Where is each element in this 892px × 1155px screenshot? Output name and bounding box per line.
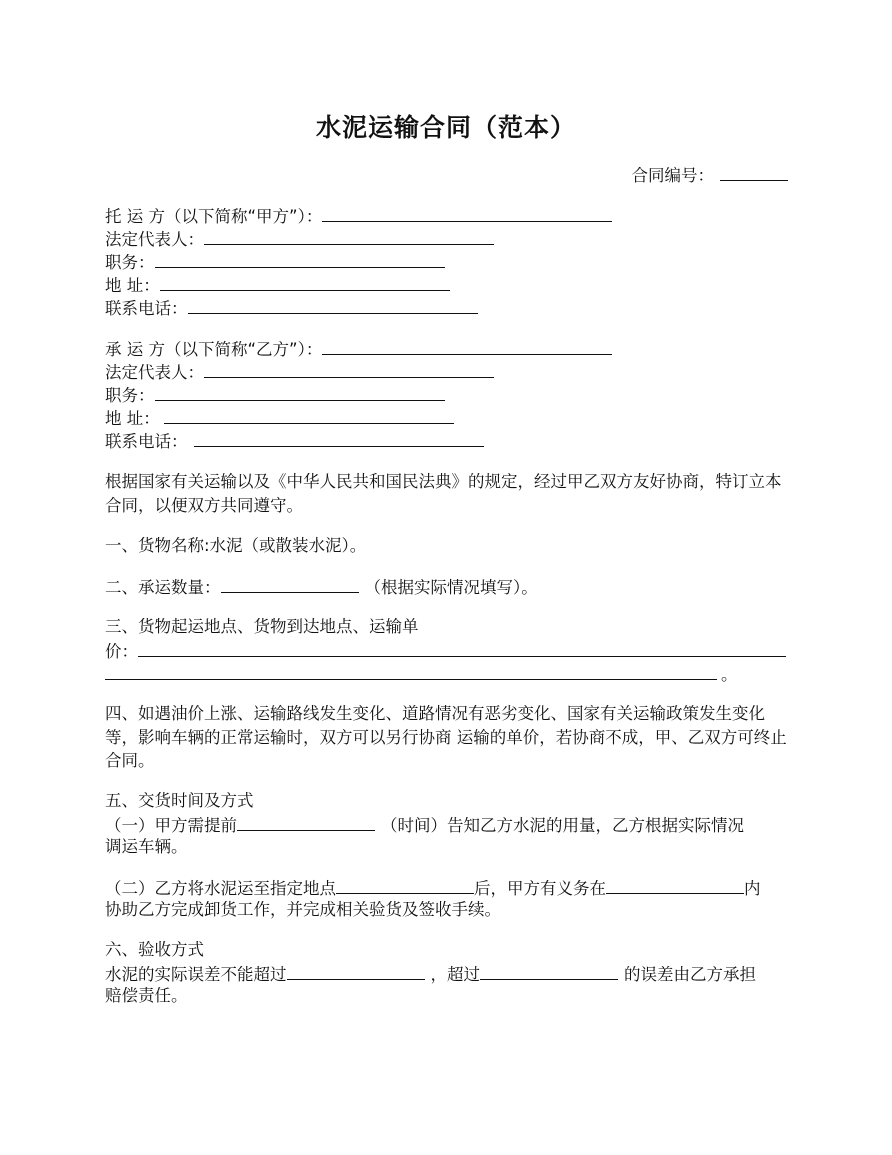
clause-1: 一、货物名称:水泥（或散装水泥）。 <box>105 536 367 555</box>
delivery-location-blank[interactable] <box>336 876 474 894</box>
party-b-rep-row <box>105 360 494 384</box>
unit-price-blank-2[interactable] <box>105 662 717 680</box>
party-a-rep-row <box>105 227 494 251</box>
party-b-address-label: 地 址： <box>105 409 160 428</box>
clause-5-item-2-row <box>105 876 761 900</box>
clause-6-row <box>105 962 756 986</box>
clause-3-price-label: 价： <box>105 642 138 661</box>
party-b-phone-row <box>105 429 484 453</box>
clause-6-line-2: 赔偿责任。 <box>105 986 188 1005</box>
clause-6-mid: ，超过 <box>430 965 480 984</box>
clause-5-item-2-line-2: 协助乙方完成卸货工作，并完成相关验货及签收手续。 <box>105 900 501 919</box>
unload-time-blank[interactable] <box>606 876 744 894</box>
unit-price-blank[interactable] <box>138 639 786 657</box>
party-b-rep-label: 法定代表人： <box>105 363 204 382</box>
party-a-position-label: 职务： <box>105 253 155 272</box>
clause-2-prefix: 二、承运数量： <box>105 578 221 597</box>
party-a-address-label: 地 址： <box>105 276 160 295</box>
clause-6-suffix: 的误差由乙方承担 <box>624 965 756 984</box>
contract-number-label: 合同编号： <box>631 166 714 185</box>
party-b-name-label: 承 运 方（以下简称“乙方”）： <box>105 340 323 359</box>
clause-5-item-2-mid: 后，甲方有义务在 <box>474 879 606 898</box>
clause-2-row <box>105 575 538 599</box>
party-b-phone-label: 联系电话： <box>105 432 188 451</box>
clause-6-prefix: 水泥的实际误差不能超过 <box>105 965 287 984</box>
party-a-name-label: 托 运 方（以下简称“甲方”）： <box>105 207 323 226</box>
party-b-address-blank[interactable] <box>164 406 454 424</box>
clause-3-heading: 三、货物起运地点、货物到达地点、运输单 <box>105 617 419 636</box>
party-a-rep-label: 法定代表人： <box>105 230 204 249</box>
clause-5-item-1-suffix: （时间）告知乙方水泥的用量，乙方根据实际情况 <box>381 816 744 835</box>
party-a-phone-blank[interactable] <box>188 296 478 314</box>
party-b-phone-blank[interactable] <box>194 429 484 447</box>
party-b-position-blank[interactable] <box>155 383 445 401</box>
party-b-name-blank[interactable] <box>322 337 612 355</box>
party-a-name-blank[interactable] <box>322 204 612 222</box>
clause-5-item-2-prefix: （二）乙方将水泥运至指定地点 <box>105 879 336 898</box>
clause-5-item-1-row <box>105 813 744 837</box>
party-a-phone-row <box>105 296 478 320</box>
party-b-rep-blank[interactable] <box>204 360 494 378</box>
party-a-phone-label: 联系电话： <box>105 299 188 318</box>
excess-error-blank[interactable] <box>480 962 618 980</box>
clause-4-paragraph: 四、如遇油价上涨、运输路线发生变化、道路情况有恶劣变化、国家有关运输政策发生变化等，影响车辆的正常运输时，双方可以另行协商 运输的单价，若协商不成，甲、乙双方可终止合同。 <box>105 704 787 770</box>
quantity-blank[interactable] <box>221 575 359 593</box>
party-a-address-row <box>105 273 450 297</box>
clause-3-continued-row <box>105 662 738 686</box>
document-title: 水泥运输合同（范本） <box>315 113 576 142</box>
party-a-position-row <box>105 250 445 274</box>
clause-2-suffix: （根据实际情况填写）。 <box>364 578 538 597</box>
party-b-position-label: 职务： <box>105 386 155 405</box>
clause-5-item-1-prefix: （一）甲方需提前 <box>105 816 237 835</box>
party-b-address-row <box>105 406 454 430</box>
party-a-name-row <box>105 204 612 228</box>
contract-number-blank[interactable] <box>720 163 788 181</box>
max-error-blank[interactable] <box>287 962 425 980</box>
notice-time-blank[interactable] <box>237 813 375 831</box>
party-a-rep-blank[interactable] <box>204 227 494 245</box>
contract-number-row <box>632 163 789 187</box>
clause-6-heading: 六、验收方式 <box>105 940 204 959</box>
clause-5-item-1-line-2: 调运车辆。 <box>105 837 188 856</box>
intro-paragraph: 根据国家有关运输以及《中华人民共和国民法典》的规定，经过甲乙双方友好协商，特订立本合同，以便双方共同遵守。 <box>105 472 782 515</box>
party-b-position-row <box>105 383 445 407</box>
party-a-position-blank[interactable] <box>155 250 445 268</box>
clause-5-item-2-end: 内 <box>744 879 761 898</box>
party-a-address-blank[interactable] <box>160 273 450 291</box>
clause-3-end: 。 <box>721 665 738 684</box>
party-b-name-row <box>105 337 612 361</box>
clause-3-price-row <box>105 639 786 663</box>
clause-5-heading: 五、交货时间及方式 <box>105 791 254 810</box>
